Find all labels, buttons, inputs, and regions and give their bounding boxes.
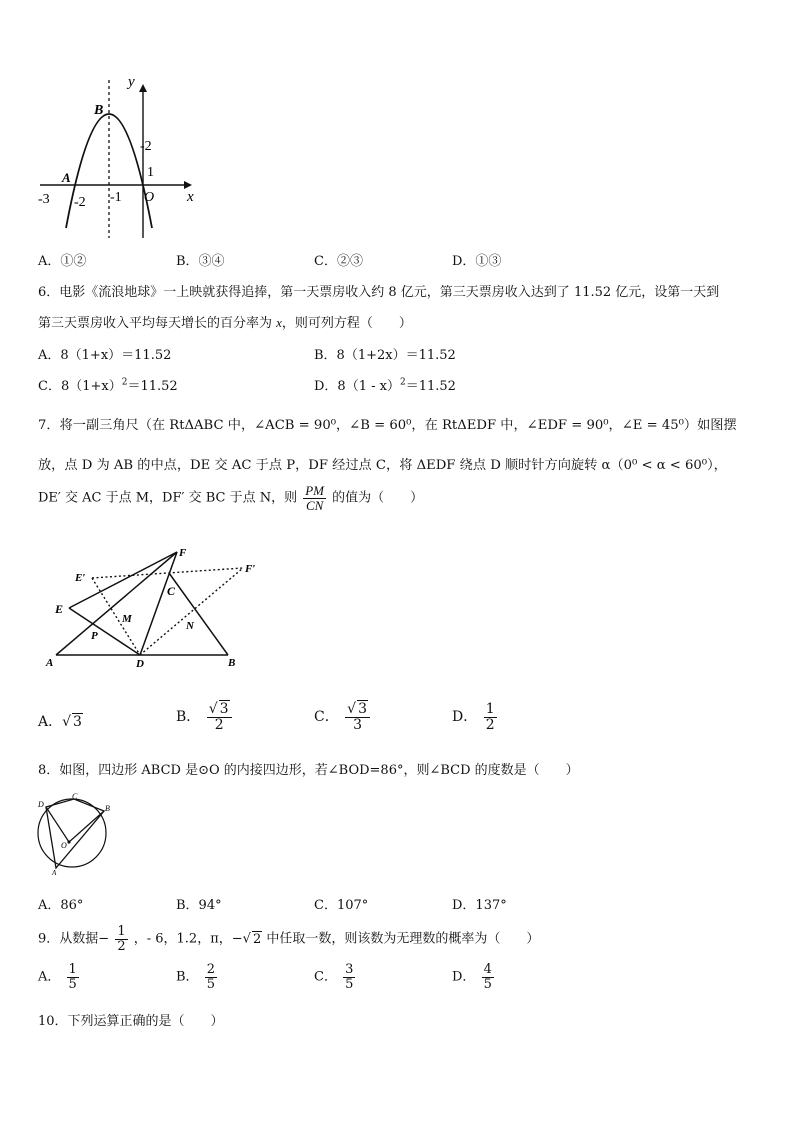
q7-choice-c-label: C． (314, 709, 339, 726)
q7-choice-b-radicand: 3 (219, 701, 229, 717)
q7-choice-a-label: A． (38, 714, 63, 730)
graph-point-a: A (62, 170, 71, 185)
q6-choice-d-exponent: 2 (399, 377, 406, 388)
q7-choice-b-denominator: 2 (214, 716, 224, 733)
q9-choice-a-label: A． (38, 969, 61, 985)
q9-choice-d (452, 963, 496, 991)
q8-stem: 8．如图，四边形 ABCD 是⊙O 的内接四边形，若∠BOD=86°，则∠BCD 的度数是（ ） (38, 763, 579, 778)
q9-half-fraction (115, 925, 127, 953)
q6-stem-line2 (38, 312, 412, 331)
q5-choice-a: A．①② (38, 254, 87, 269)
q7-choice-d-numerator: 1 (485, 701, 495, 717)
q7-ratio-denominator: CN (305, 497, 324, 513)
graph-origin: O (144, 190, 155, 205)
q5-choice-b: B．③④ (176, 254, 225, 269)
q6-variable-x: x (276, 315, 282, 330)
q8-choice-a: A．86° (38, 898, 84, 913)
q7-stem-line3 (38, 484, 423, 512)
fig7-label-b: B (228, 657, 236, 669)
q6-choice-c-rhs: ＝11.52 (127, 379, 178, 394)
q7-choice-d-denominator: 2 (485, 716, 495, 733)
q6-stem-line1: 6．电影《流浪地球》一上映就获得追捧，第一天票房收入约 8 亿元，第三天票房收入达到了 11.52 亿元，设第一天到 (38, 285, 720, 300)
q9-choice-c-denominator: 5 (345, 976, 354, 992)
fig8-label-o: O (61, 841, 67, 850)
q9-stem-a: 9．从数据− (38, 931, 110, 947)
q7-stem-line3-a: DE′ 交 AC 于点 M，DF′ 交 BC 于点 N，则 (38, 490, 298, 506)
q7-stem-line2: 放，点 D 为 AB 的中点，DE 交 AC 于点 P，DF 经过点 C，将 ΔEDF 绕点 D 顺时针方向旋转 α（0⁰ < α < 60⁰）， (38, 458, 727, 473)
fig7-label-d: D (136, 658, 144, 670)
q9-stem-c: 中任取一数，则该数为无理数的概率为（ ） (266, 931, 540, 947)
fig7-label-m: M (122, 613, 132, 625)
q7-choice-c-denominator: 3 (353, 716, 363, 733)
q9-choice-a-numerator: 1 (68, 962, 77, 977)
q5-choice-c: C．②③ (314, 254, 363, 269)
q9-choice-c-numerator: 3 (345, 962, 354, 977)
q9-choice-d-numerator: 4 (483, 962, 492, 977)
fig7-label-p: P (91, 630, 98, 642)
fig7-label-a: A (46, 657, 54, 669)
fig7-label-f: F (179, 547, 187, 559)
q10-stem: 10．下列运算正确的是（ ） (38, 1014, 224, 1029)
graph-point-b: B (94, 103, 104, 118)
q7-choice-a: A．√ 3 (38, 714, 82, 730)
q9-choice-c (314, 963, 357, 991)
q7-choice-b-label: B． (176, 709, 201, 726)
q9-choice-b-numerator: 2 (206, 962, 215, 977)
q6-choice-c-base: C．8（1+x） (38, 379, 122, 394)
q9-half-numerator: 1 (117, 924, 126, 939)
fig7-label-e-prime: E′ (75, 572, 86, 584)
graph-y-label: y (128, 74, 135, 90)
q7-choice-c (314, 702, 372, 732)
q7-choice-d-label: D． (452, 709, 478, 726)
q6-stem-line2-b: ，则可列方程（ ） (281, 316, 412, 331)
q6-stem-line2-a: 第三天票房收入平均每天增长的百分率为 (38, 316, 277, 331)
q7-choice-c-numerator: √ 3 (345, 702, 370, 718)
q7-choice-b-fraction (207, 702, 232, 732)
q6-choice-d (314, 375, 456, 394)
q7-choice-a-radicand: 3 (73, 714, 82, 730)
q9-choice-c-label: C． (314, 969, 337, 985)
q9-radicand: 2 (252, 931, 262, 947)
q7-ratio-numerator: PM (305, 483, 325, 498)
q7-ratio-fraction (303, 484, 326, 512)
q5-choice-d: D．①③ (452, 254, 502, 269)
q7-stem-line1: 7．将一副三角尺（在 RtΔABC 中，∠ACB = 90⁰，∠B = 60⁰，在 RtΔEDF 中，∠EDF = 90⁰，∠E = 45⁰）如图摆 (38, 418, 737, 433)
fig8-label-a: A (52, 869, 57, 876)
q9-choice-a-denominator: 5 (68, 976, 77, 992)
q7-choice-c-radicand: 3 (358, 701, 368, 717)
inscribed-quadrilateral-figure (32, 790, 116, 876)
q8-choice-b: B．94° (176, 898, 222, 913)
graph-tick-m3: -3 (38, 192, 50, 207)
parabola-graph-figure (30, 70, 210, 242)
q6-choice-c (38, 375, 178, 394)
q7-choice-b-numerator: √ 3 (207, 702, 232, 718)
fig7-label-f-prime: F′ (245, 563, 256, 575)
q9-choice-d-label: D． (452, 969, 476, 985)
triangle-rotation-figure (40, 545, 270, 670)
fig8-label-d: D (38, 800, 44, 809)
fig8-label-b: B (105, 804, 110, 813)
q9-choice-c-fraction (343, 963, 355, 991)
fig7-label-e: E (55, 602, 64, 616)
graph-tick-y2: -2 (140, 139, 152, 154)
q9-choice-d-fraction (482, 963, 494, 991)
graph-x-label: x (187, 189, 194, 205)
q7-choice-d (452, 702, 499, 732)
q8-choice-c: C．107° (314, 898, 369, 913)
q7-stem-line3-b: 的值为（ ） (332, 490, 424, 506)
q9-choice-b-label: B． (176, 969, 199, 985)
q6-choice-c-exponent: 2 (121, 377, 128, 388)
q9-stem-b: ，- 6，1.2，π，− (133, 931, 243, 947)
q7-choice-d-fraction (484, 702, 497, 732)
q9-choice-b-denominator: 5 (206, 976, 215, 992)
fig7-label-n: N (186, 620, 194, 632)
q9-choice-b (176, 963, 219, 991)
q6-choice-d-base: D．8（1 - x） (314, 379, 400, 394)
fig7-label-c: C (167, 584, 176, 598)
q9-half-denominator: 2 (117, 938, 126, 954)
q8-choice-d: D．137° (452, 898, 507, 913)
fig8-label-c: C (72, 792, 78, 801)
q7-choice-c-fraction (345, 702, 370, 732)
graph-tick-m1: -1 (110, 190, 122, 205)
q9-choice-a-fraction (67, 963, 79, 991)
q6-choice-b: B．8（1+2x）＝11.52 (314, 348, 456, 363)
q9-choice-b-fraction (205, 963, 217, 991)
q9-choice-d-denominator: 5 (483, 976, 492, 992)
graph-tick-y1: 1 (147, 165, 154, 180)
q9-choice-a (38, 963, 81, 991)
graph-tick-m2: -2 (74, 195, 86, 210)
q9-stem: 9．从数据− $\frac{1}{2}$ ，- 6，1.2，π，−√ 2 中任取一数，则该数为无理数的概率为（ ） (38, 924, 540, 954)
q6-choice-d-rhs: ＝11.52 (405, 379, 456, 394)
q7-choice-b (176, 702, 234, 732)
q6-choice-a: A．8（1+x）＝11.52 (38, 348, 172, 363)
